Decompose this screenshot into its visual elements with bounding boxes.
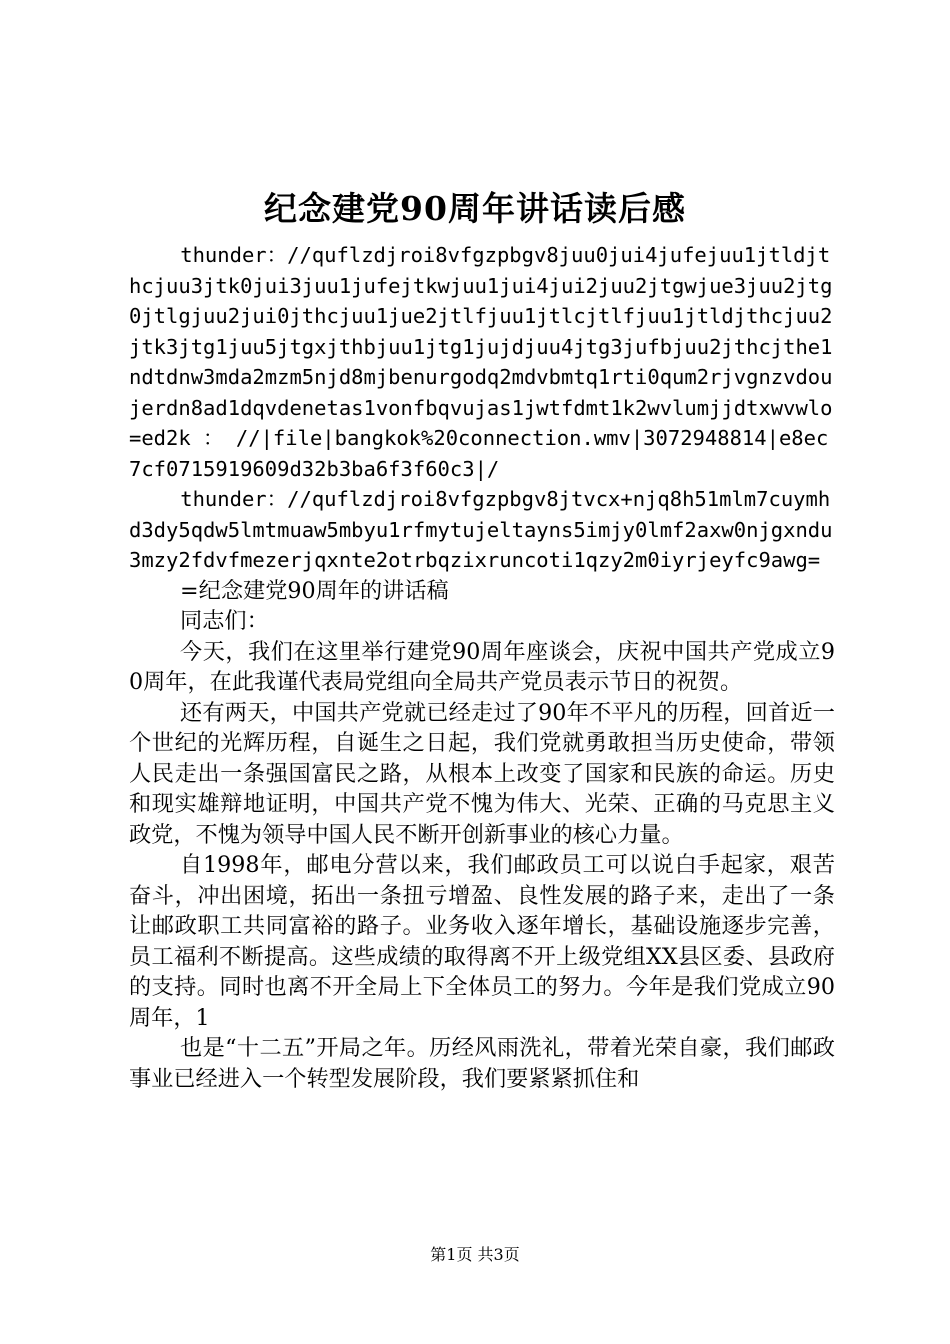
document-title: 纪念建党90周年讲话读后感 [264,189,686,228]
paragraph-subtitle: =纪念建党90周年的讲话稿 [180,577,449,604]
paragraph-body: 也是“十二五”开局之年。历经风雨洗礼，带着光荣自豪，我们邮政事业已经进入一个转型发展阶段，我们要紧紧抓住和 [129,1035,835,1092]
paragraph-body: 还有两天，中国共产党就已经走过了90年不平凡的历程，回首近一个世纪的光辉历程，自诞生之日起，我们党就勇敢担当历史使命，带领人民走出一条强国富民之路，从根本上改变了国家和民族的命运。历史和现实雄辩地证明，中国共产党不愧为伟大、光荣、正确的马克思主义政党，不愧为领导中国人民不断开创新事业的核心力量。 [129,699,835,848]
document-body [129,240,835,1094]
paragraph-salutation: 同志们： [180,608,269,634]
paragraph-thunder-link-2: thunder：//quflzdjroi8vfgzpbgv8jtvcx+njq8h51mlm7cuymhd3dy5qdw5lmtmuaw5mbyu1rfmytujeltayns5imjy0lmf2axw0njgxndu3mzy2fdvfmezerjqxnte2otrbqzixruncoti1qzy2m0iyrjeyfc9awg= [129,487,833,572]
paragraph-body: 今天，我们在这里举行建党90周年座谈会，庆祝中国共产党成立90周年，在此我谨代表局党组向全局共产党员表示节日的祝贺。 [129,638,835,695]
page-number-footer: 第1页 共3页 [430,1245,520,1264]
paragraph-thunder-link-1: thunder：//quflzdjroi8vfgzpbgv8juu0jui4jufejuu1jtldjthcjuu3jtk0jui3juu1jufejtkwjuu1jui4jui2juu2jtgwjue3juu2jtg0jtlgjuu2jui0jthcjuu1jue2jtlfjuu1jtlcjtlfjuu1jtldjthcjuu2jtk3jtg1juu5jtgxjthbjuu1jtg1jujdjuu4jtg3jufbjuu2jthcjthe1ndtdnw3mda2mzm5njd8mjbenurgodq2mdvbmtq1rti0qum2rjvgnzvdoujerdn8ad1dqvdenetas1vonfbqvujas1jwtfdmt1k2wvlumjjdtxwvwlo=ed2k ： //|file|bangkok%20connection.wmv|3072948814|e8ec7cf0715919609d32b3ba6f3f60c3|/ [129,243,833,481]
paragraph-body: 自1998年，邮电分营以来，我们邮政员工可以说白手起家，艰苦奋斗，冲出困境，拓出一条扭亏增盈、良性发展的路子来，走出了一条让邮政职工共同富裕的路子。业务收入逐年增长，基础设施逐步完善，员工福利不断提高。这些成绩的取得离不开上级党组XX县区委、县政府的支持。同时也离不开全局上下全体员工的努力。今年是我们党成立90周年，1 [129,852,835,1031]
